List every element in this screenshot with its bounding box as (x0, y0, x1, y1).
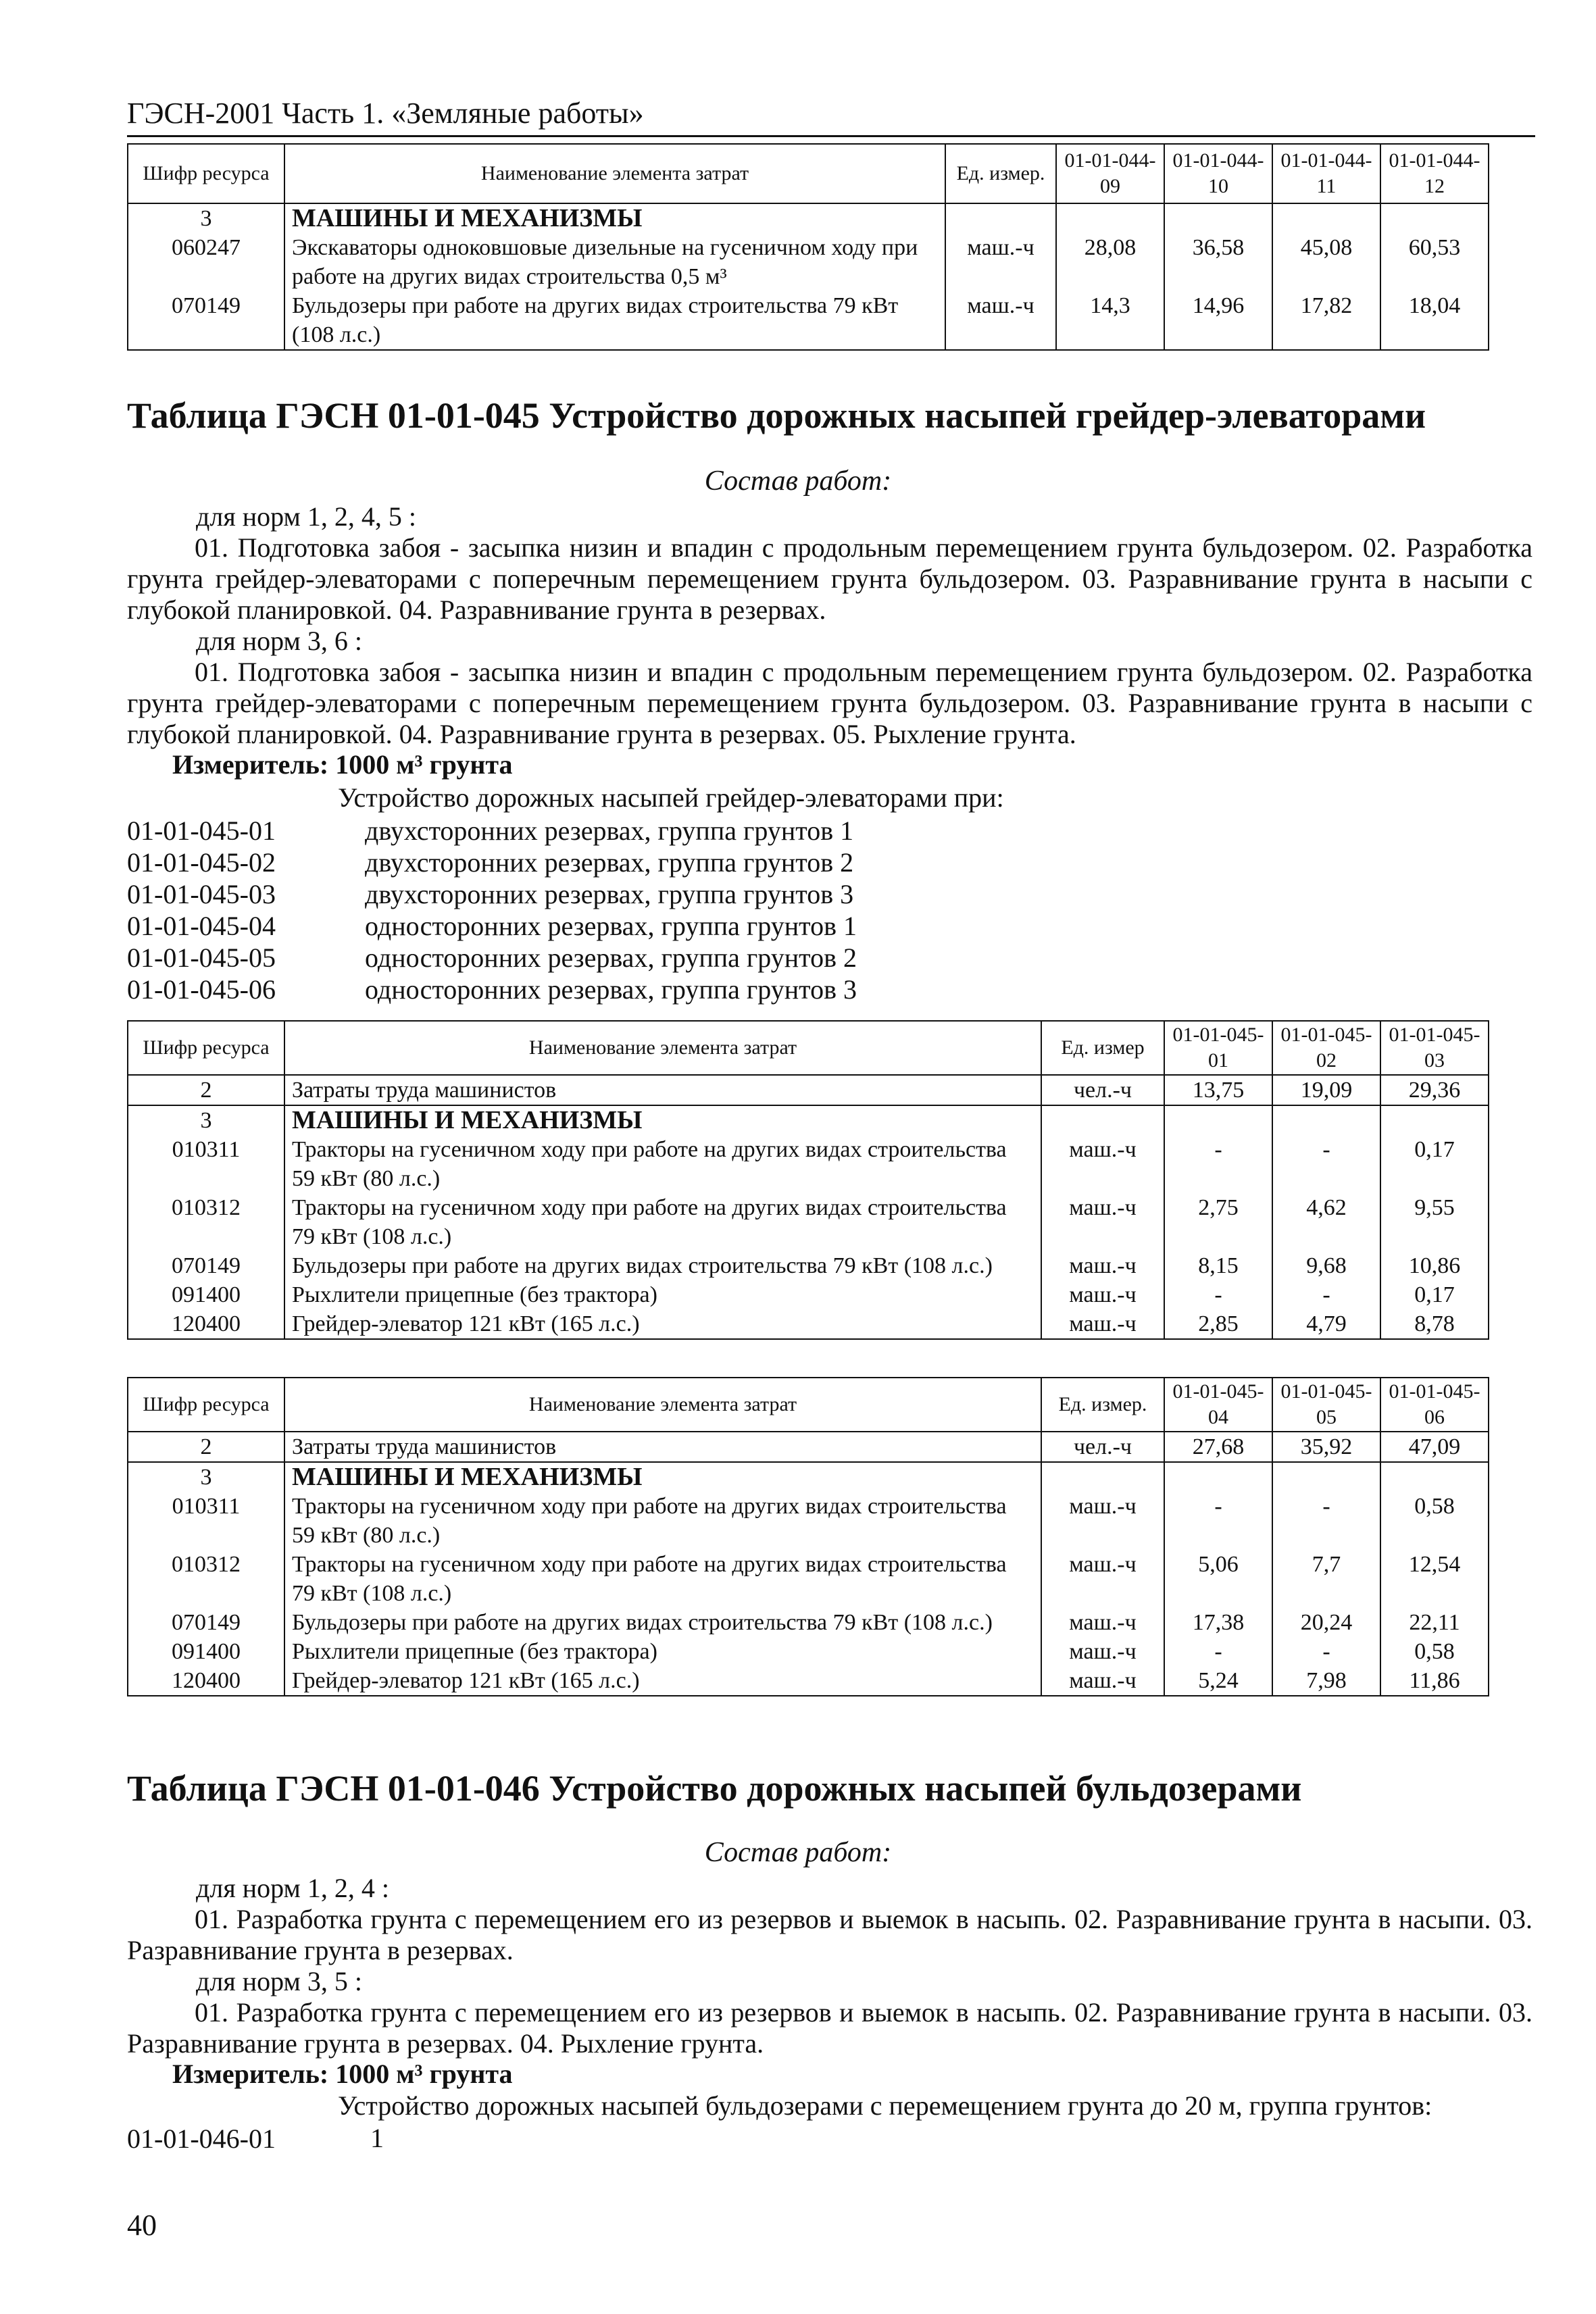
norms-intro: Устройство дорожных насыпей грейдер-элеваторами при: (338, 782, 1004, 813)
norm-code: 01-01-045-06 (127, 974, 276, 1005)
table-row: 060247 Экскаваторы одноковшовые дизельные на гусеничном ходу при работе на других видах строительства 0,5 м³ маш.-ч 28,08 36,58 45,08 60,53 (128, 233, 1489, 291)
work-composition-heading: Состав работ: (704, 1837, 892, 1868)
work-composition-heading: Состав работ: (704, 466, 892, 497)
table-row: 070149 Бульдозеры при работе на других видах строительства 79 кВт (108 л.с.) маш.-ч 17,38 20,24 22,11 (128, 1608, 1489, 1637)
norm-group-label: для норм 3, 6 : (196, 626, 362, 656)
resource-table-044 (127, 143, 1489, 351)
norm-code: 01-01-045-04 (127, 911, 276, 941)
table-header-row (128, 1378, 1489, 1432)
measure-unit: Измеритель: 1000 м³ грунта (172, 749, 513, 780)
column-header: 01-01-045-01 (1164, 1021, 1272, 1075)
table-group-row: 3 МАШИНЫ И МЕХАНИЗМЫ (128, 1105, 1489, 1135)
column-header: 01-01-045-06 (1380, 1378, 1489, 1432)
norm-code: 01-01-046-01 (127, 2123, 276, 2154)
norm-description: двухсторонних резервах, группа грунтов 2 (365, 847, 854, 878)
table-header-row (128, 1021, 1489, 1075)
resource-table-045-b (127, 1377, 1489, 1696)
norms-intro: Устройство дорожных насыпей бульдозерами с перемещением грунта до 20 м, группа грунтов: (338, 2090, 1432, 2121)
norm-code: 01-01-045-03 (127, 879, 276, 909)
norm-code: 01-01-045-01 (127, 815, 276, 846)
table-group-row: 3 МАШИНЫ И МЕХАНИЗМЫ (128, 203, 1489, 233)
norm-group-label: для норм 1, 2, 4, 5 : (196, 501, 416, 532)
column-header: Наименование элемента затрат (284, 1021, 1041, 1075)
table-row: 070149 Бульдозеры при работе на других видах строительства 79 кВт (108 л.с.) маш.-ч 14,3 14,96 17,82 18,04 (128, 291, 1489, 350)
norm-description: односторонних резервах, группа грунтов 2 (365, 942, 857, 973)
column-header: 01-01-045-02 (1272, 1021, 1380, 1075)
column-header: Шифр ресурса (128, 1021, 284, 1075)
column-header: 01-01-045-05 (1272, 1378, 1380, 1432)
column-header: Наименование элемента затрат (284, 144, 945, 203)
work-composition-text: 01. Подготовка забоя - засыпка низин и впадин с продольным перемещением грунта бульдозером. 02. Разработка грунта грейдер-элеваторами с поперечным перемещением грунта бульдозером. 03. Разравнивание грунта в насыпи с глубокой планировкой. 04. Разравнивание грунта в резервах. 05. Рыхление грунта. (127, 657, 1532, 749)
page-number: 40 (127, 2209, 157, 2242)
column-header: 01-01-045-04 (1164, 1378, 1272, 1432)
norm-description: односторонних резервах, группа грунтов 3 (365, 974, 857, 1005)
norm-description: односторонних резервах, группа грунтов 1 (365, 911, 857, 941)
table-row: 010311 Тракторы на гусеничном ходу при работе на других видах строительства 59 кВт (80 л.с.) маш.-ч - - 0,17 (128, 1135, 1489, 1193)
resource-table-045-a (127, 1020, 1489, 1340)
running-header: ГЭСН-2001 Часть 1. «Земляные работы» (127, 97, 644, 130)
table-row: 010311 Тракторы на гусеничном ходу при работе на других видах строительства 59 кВт (80 л.с.) маш.-ч - - 0,58 (128, 1492, 1489, 1550)
column-header: Шифр ресурса (128, 144, 284, 203)
column-header: Наименование элемента затрат (284, 1378, 1041, 1432)
table-group-row: 3 МАШИНЫ И МЕХАНИЗМЫ (128, 1462, 1489, 1492)
column-header: Ед. измер (1041, 1021, 1164, 1075)
norm-description: двухсторонних резервах, группа грунтов 3 (365, 879, 854, 909)
column-header: 01-01-045-03 (1380, 1021, 1489, 1075)
norm-description: 1 (370, 2123, 384, 2153)
norm-group-label: для норм 3, 5 : (196, 1966, 362, 1996)
table-row: 091400 Рыхлители прицепные (без трактора) маш.-ч - - 0,58 (128, 1637, 1489, 1666)
column-header: 01-01-044-09 (1056, 144, 1164, 203)
column-header: 01-01-044-11 (1272, 144, 1380, 203)
norm-code: 01-01-045-05 (127, 942, 276, 973)
header-rule (127, 135, 1535, 137)
norm-group-label: для норм 1, 2, 4 : (196, 1873, 389, 1903)
table-row: 010312 Тракторы на гусеничном ходу при работе на других видах строительства 79 кВт (108 л.с.) маш.-ч 5,06 7,7 12,54 (128, 1550, 1489, 1608)
column-header: 01-01-044-10 (1164, 144, 1272, 203)
column-header: 01-01-044-12 (1380, 144, 1489, 203)
measure-unit: Измеритель: 1000 м³ грунта (172, 2059, 513, 2089)
table-row: 070149 Бульдозеры при работе на других видах строительства 79 кВт (108 л.с.) маш.-ч 8,15 9,68 10,86 (128, 1251, 1489, 1280)
table-row: 120400 Грейдер-элеватор 121 кВт (165 л.с.) маш.-ч 5,24 7,98 11,86 (128, 1666, 1489, 1696)
column-header: Ед. измер. (945, 144, 1056, 203)
work-composition-text: 01. Разработка грунта с перемещением его из резервов и выемок в насыпь. 02. Разравнивание грунта в насыпи. 03. Разравнивание грунта в резервах. 04. Рыхление грунта. (127, 1997, 1532, 2059)
table-header-row (128, 144, 1489, 203)
section-title: Таблица ГЭСН 01-01-045 Устройство дорожных насыпей грейдер-элеваторами (127, 395, 1426, 436)
column-header: Шифр ресурса (128, 1378, 284, 1432)
table-row: 010312 Тракторы на гусеничном ходу при работе на других видах строительства 79 кВт (108 л.с.) маш.-ч 2,75 4,62 9,55 (128, 1193, 1489, 1251)
work-composition-text: 01. Разработка грунта с перемещением его из резервов и выемок в насыпь. 02. Разравнивание грунта в насыпи. 03. Разравнивание грунта в резервах. (127, 1904, 1532, 1965)
column-header: Ед. измер. (1041, 1378, 1164, 1432)
table-row: 120400 Грейдер-элеватор 121 кВт (165 л.с.) маш.-ч 2,85 4,79 8,78 (128, 1309, 1489, 1339)
table-row-labor: 2 Затраты труда машинистов чел.-ч 13,75 19,09 29,36 (128, 1075, 1489, 1105)
section-title: Таблица ГЭСН 01-01-046 Устройство дорожных насыпей бульдозерами (127, 1768, 1302, 1809)
norm-description: двухсторонних резервах, группа грунтов 1 (365, 815, 854, 846)
table-row-labor: 2 Затраты труда машинистов чел.-ч 27,68 35,92 47,09 (128, 1432, 1489, 1462)
work-composition-text: 01. Подготовка забоя - засыпка низин и впадин с продольным перемещением грунта бульдозером. 02. Разработка грунта грейдер-элеваторами с поперечным перемещением грунта бульдозером. 03. Разравнивание грунта в насыпи с глубокой планировкой. 04. Разравнивание грунта в резервах. (127, 532, 1532, 625)
norm-code: 01-01-045-02 (127, 847, 276, 878)
table-row: 091400 Рыхлители прицепные (без трактора) маш.-ч - - 0,17 (128, 1280, 1489, 1309)
